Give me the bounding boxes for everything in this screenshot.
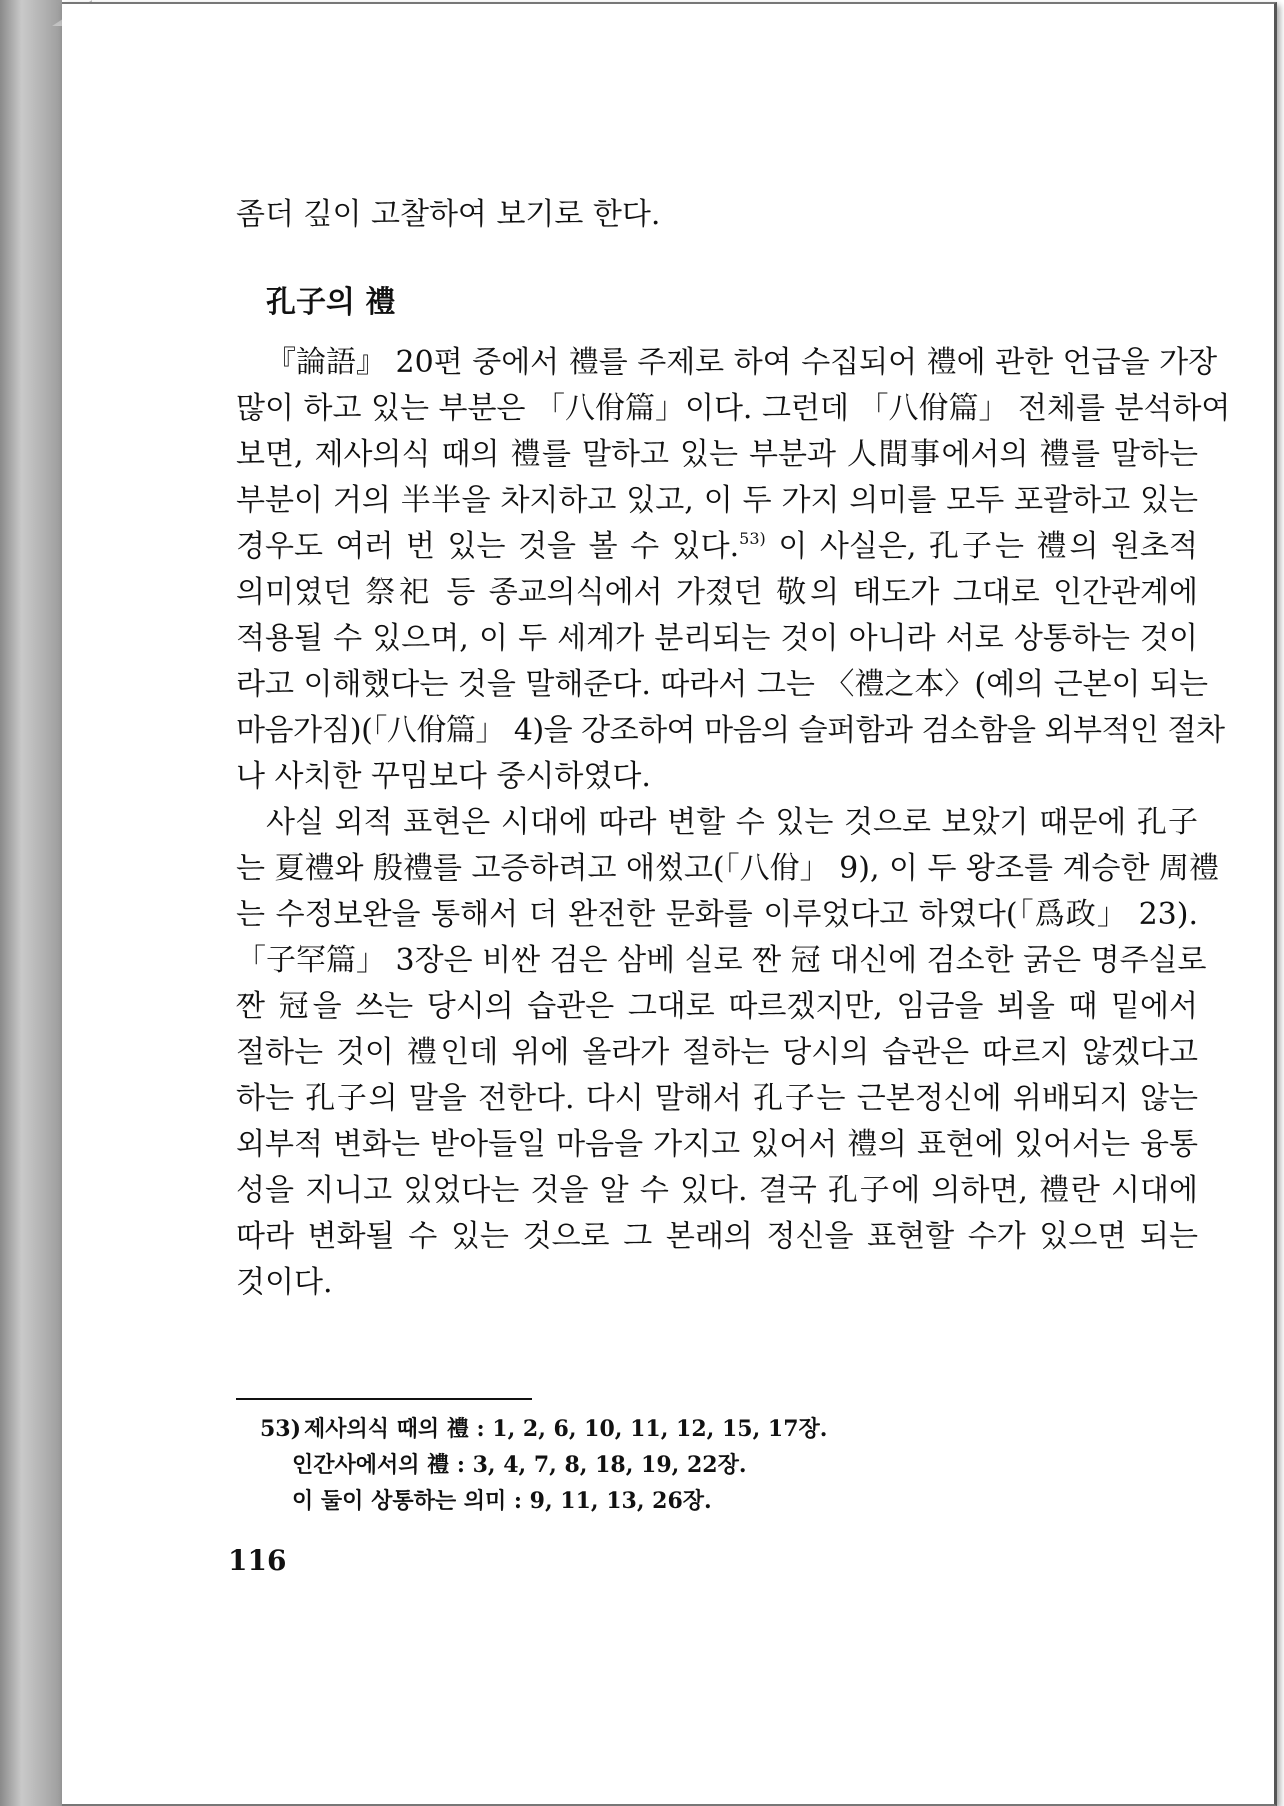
book-spine [0,0,62,1806]
paragraph2-line-11: 것이다. [236,1265,333,1300]
footnote-ref-53: 53) [739,529,766,548]
paragraph1-line-7: 적용될 수 있으며, 이 두 세계가 분리되는 것이 아니라 서로 상통하는 것이 [236,621,1198,656]
section-heading: 孔子의 禮 [266,285,396,320]
paragraph1-line-4: 부분이 거의 半半을 차지하고 있고, 이 두 가지 의미를 모두 포괄하고 있는 [236,483,1198,518]
paragraph1-line-8: 라고 이해했다는 것을 말해준다. 따라서 그는 〈禮之本〉(예의 근본이 되는 [236,667,1209,702]
book-page [62,2,1277,1806]
paragraph2-line-7: 하는 孔子의 말을 전한다. 다시 말해서 孔子는 근본정신에 위배되지 않는 [236,1081,1198,1116]
page-number: 116 [228,1544,287,1577]
paragraph1-line-5 [236,526,1198,568]
paragraph1-line-5-head: 경우도 여러 번 있는 것을 볼 수 있다. [236,529,740,564]
paragraph2-line-3: 는 수정보완을 통해서 더 완전한 문화를 이루었다고 하였다(「爲政」 23). [236,897,1198,932]
paragraph1-line-10: 나 사치한 꾸밈보다 중시하였다. [236,759,651,794]
paragraph2-line-4: 「子罕篇」 3장은 비싼 검은 삼베 실로 짠 冠 대신에 검소한 굵은 명주실로 [236,943,1207,978]
footnote-line-2: 인간사에서의 禮 : 3, 4, 7, 8, 18, 19, 22장. [292,1452,747,1478]
paragraph1-line-1: 『論語』 20편 중에서 禮를 주제로 하여 수집되어 禮에 관한 언급을 가장 [266,345,1218,380]
paragraph1-line-2: 많이 하고 있는 부분은 「八佾篇」이다. 그런데 「八佾篇」 전체를 분석하여 [236,391,1231,426]
paragraph2-line-10: 따라 변화될 수 있는 것으로 그 본래의 정신을 표현할 수가 있으면 되는 [236,1219,1198,1254]
footnote-line-3: 이 둘이 상통하는 의미 : 9, 11, 13, 26장. [292,1488,712,1514]
footnote-line-1: 제사의식 때의 禮 : 1, 2, 6, 10, 11, 12, 15, 17장. [304,1416,828,1442]
intro-line: 좀더 깊이 고찰하여 보기로 한다. [236,197,661,232]
paragraph2-line-2: 는 夏禮와 殷禮를 고증하려고 애썼고(「八佾」 9), 이 두 왕조를 계승한 周禮 [236,851,1220,886]
paragraph2-line-1: 사실 외적 표현은 시대에 따라 변할 수 있는 것으로 보았기 때문에 孔子 [266,805,1198,840]
paragraph2-line-9: 성을 지니고 있었다는 것을 알 수 있다. 결국 孔子에 의하면, 禮란 시대에 [236,1173,1198,1208]
paragraph1-line-5-tail: 이 사실은, 孔子는 禮의 원초적 [765,529,1198,564]
paragraph1-line-6: 의미였던 祭祀 등 종교의식에서 가졌던 敬의 태도가 그대로 인간관계에 [236,575,1198,610]
footnote-divider [236,1398,532,1400]
footnote-number: 53) [260,1416,302,1442]
paragraph1-line-9: 마음가짐)(「八佾篇」 4)을 강조하여 마음의 슬퍼함과 검소함을 외부적인 절차 [236,713,1225,748]
paragraph2-line-5: 짠 冠을 쓰는 당시의 습관은 그대로 따르겠지만, 임금을 뵈올 때 밑에서 [236,989,1198,1024]
paragraph2-line-8: 외부적 변화는 받아들일 마음을 가지고 있어서 禮의 표현에 있어서는 융통 [236,1127,1198,1162]
paragraph2-line-6: 절하는 것이 禮인데 위에 올라가 절하는 당시의 습관은 따르지 않겠다고 [236,1035,1198,1070]
paragraph1-line-3: 보면, 제사의식 때의 禮를 말하고 있는 부분과 人間事에서의 禮를 말하는 [236,437,1198,472]
